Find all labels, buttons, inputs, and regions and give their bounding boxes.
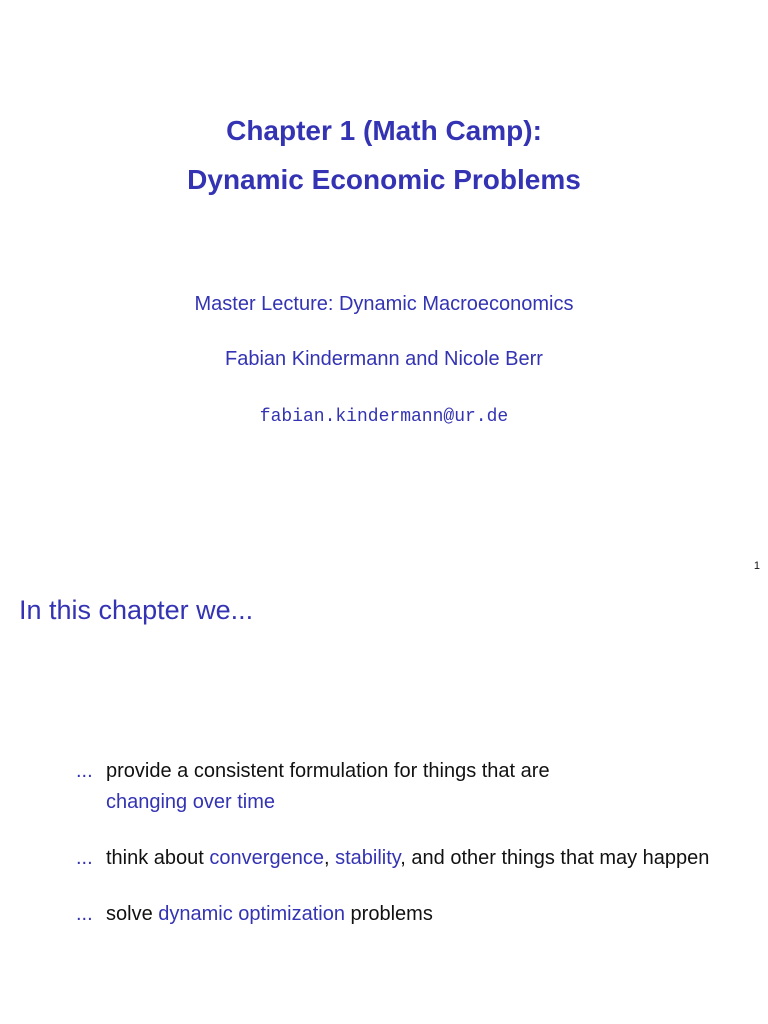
highlight-term: convergence	[209, 847, 324, 869]
bullet-marker: ...	[76, 903, 93, 925]
bullet-marker: ...	[76, 847, 93, 869]
bullet-item	[76, 843, 716, 874]
bullet-text: ,	[323, 847, 336, 869]
bullet-text: , and other things that may happen	[400, 847, 710, 869]
bullet-item	[76, 756, 716, 818]
page-number: 1	[753, 560, 760, 572]
lecture-name: Master Lecture: Dynamic Macroeconomics	[194, 293, 574, 315]
bullet-marker: ...	[76, 760, 93, 782]
highlight-term: stability	[335, 847, 401, 869]
frame-title: In this chapter we...	[19, 595, 254, 625]
bullet-item	[76, 899, 716, 930]
highlight-term: changing over time	[106, 791, 275, 813]
highlight-term: dynamic optimization	[158, 903, 345, 925]
bullet-list	[76, 756, 716, 955]
bullet-text: solve	[106, 903, 159, 925]
bullet-text: think about	[106, 847, 210, 869]
overview-slide	[0, 580, 768, 1024]
authors: Fabian Kindermann and Nicole Berr	[225, 348, 543, 370]
bullet-text: provide a consistent formulation for things that are	[106, 760, 550, 782]
chapter-title-line-1: Chapter 1 (Math Camp):	[226, 115, 542, 146]
bullet-text: problems	[345, 903, 433, 925]
author-email: fabian.kindermann@ur.de	[259, 407, 509, 427]
chapter-title-line-2: Dynamic Economic Problems	[187, 164, 581, 195]
